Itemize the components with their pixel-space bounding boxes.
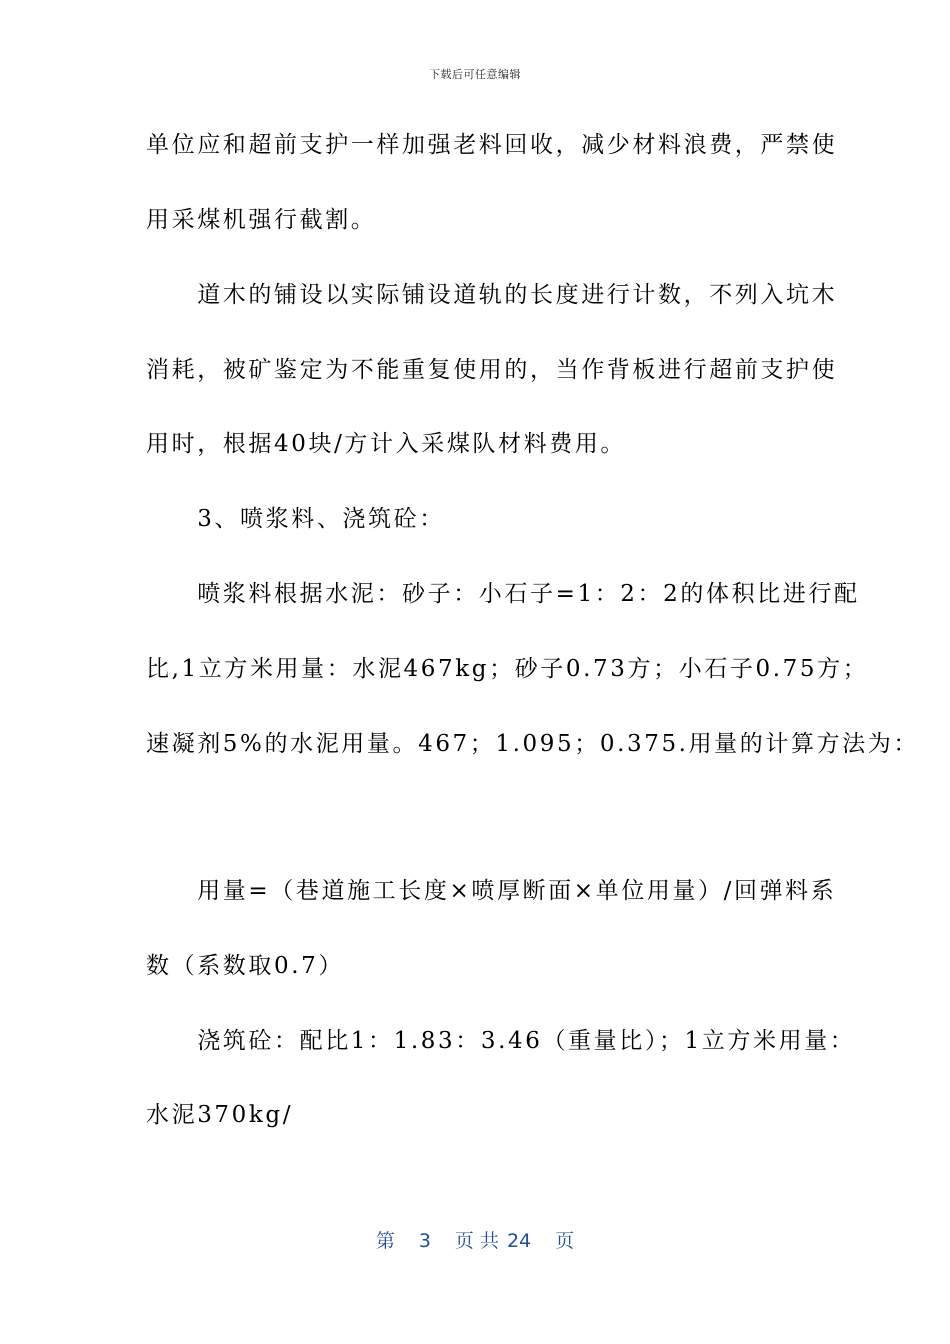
body-line: 消耗，被矿鉴定为不能重复使用的，当作背板进行超前支护使 [146,357,838,383]
total-pages: 24 [506,1230,532,1252]
body-line: 水泥370kg/ [146,1102,294,1128]
page-number: 3 [418,1230,431,1252]
page-label-prefix: 第 [375,1230,395,1252]
body-line: 单位应和超前支护一样加强老料回收，减少材料浪费，严禁使 [146,132,838,158]
page-label-suffix: 页 [555,1230,575,1252]
body-line: 喷浆料根据水泥：砂子：小石子=1：2：2的体积比进行配 [146,581,860,607]
body-line: 用采煤机强行截割。 [146,207,377,233]
body-line: 用量=（巷道施工长度×喷厚断面×单位用量）/回弹料系 [146,878,837,904]
page-header: 下载后可任意编辑 [429,68,521,81]
body-line: 速凝剂5%的水泥用量。467；1.095；0.375.用量的计算方法为： [146,731,919,757]
body-line: 浇筑砼：配比1：1.83：3.46（重量比）；1立方米用量： [146,1028,856,1054]
page-label-mid: 页 共 [454,1230,499,1252]
body-line: 3、喷浆料、浇筑砼： [146,506,445,532]
body-line: 比,1立方米用量：水泥467kg；砂子0.73方；小石子0.75方； [146,656,869,682]
body-line: 道木的铺设以实际铺设道轨的长度进行计数，不列入坑木 [146,282,838,308]
page-footer [0,1226,950,1253]
body-line: 用时，根据40块/方计入采煤队材料费用。 [146,431,627,457]
body-line: 数（系数取0.7） [146,953,344,979]
